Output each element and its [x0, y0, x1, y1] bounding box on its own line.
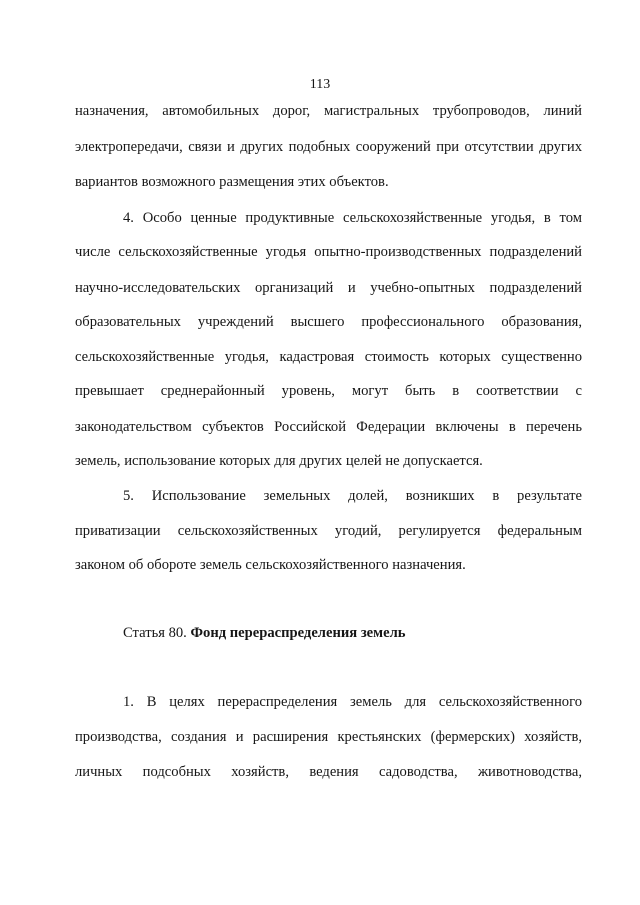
text-line: назначения, автомобильных дорог, магистральных трубопроводов, линий — [75, 103, 582, 119]
article-heading — [123, 624, 406, 642]
text-line: числе сельскохозяйственные угодья опытно-производственных подразделений — [75, 244, 582, 260]
text-line: личных подсобных хозяйств, ведения садоводства, животноводства, — [75, 764, 582, 780]
article-prefix: Статья 80. — [123, 625, 191, 641]
text-line: производства, создания и расширения крестьянских (фермерских) хозяйств, — [75, 729, 582, 745]
text-line: научно-исследовательских организаций и учебно-опытных подразделений — [75, 280, 582, 296]
text-line: электропередачи, связи и других подобных сооружений при отсутствии других — [75, 139, 582, 155]
text-line: приватизации сельскохозяйственных угодий, регулируется федеральным — [75, 523, 582, 539]
text-line: образовательных учреждений высшего профессионального образования, — [75, 314, 582, 330]
text-line: 1. В целях перераспределения земель для сельскохозяйственного — [123, 694, 582, 710]
page-number: 113 — [309, 77, 331, 92]
text-line: законодательством субъектов Российской Федерации включены в перечень — [75, 419, 582, 435]
text-line: 5. Использование земельных долей, возникших в результате — [123, 488, 582, 504]
text-line: законом об обороте земель сельскохозяйственного назначения. — [75, 557, 466, 573]
article-title: Фонд перераспределения земель — [190, 625, 406, 641]
text-line: вариантов возможного размещения этих объектов. — [75, 174, 389, 190]
text-line: земель, использование которых для других целей не допускается. — [75, 453, 483, 469]
text-line: превышает среднерайонный уровень, могут быть в соответствии с — [75, 383, 582, 399]
text-line: 4. Особо ценные продуктивные сельскохозяйственные угодья, в том — [123, 210, 582, 226]
text-line: сельскохозяйственные угодья, кадастровая стоимость которых существенно — [75, 349, 582, 365]
